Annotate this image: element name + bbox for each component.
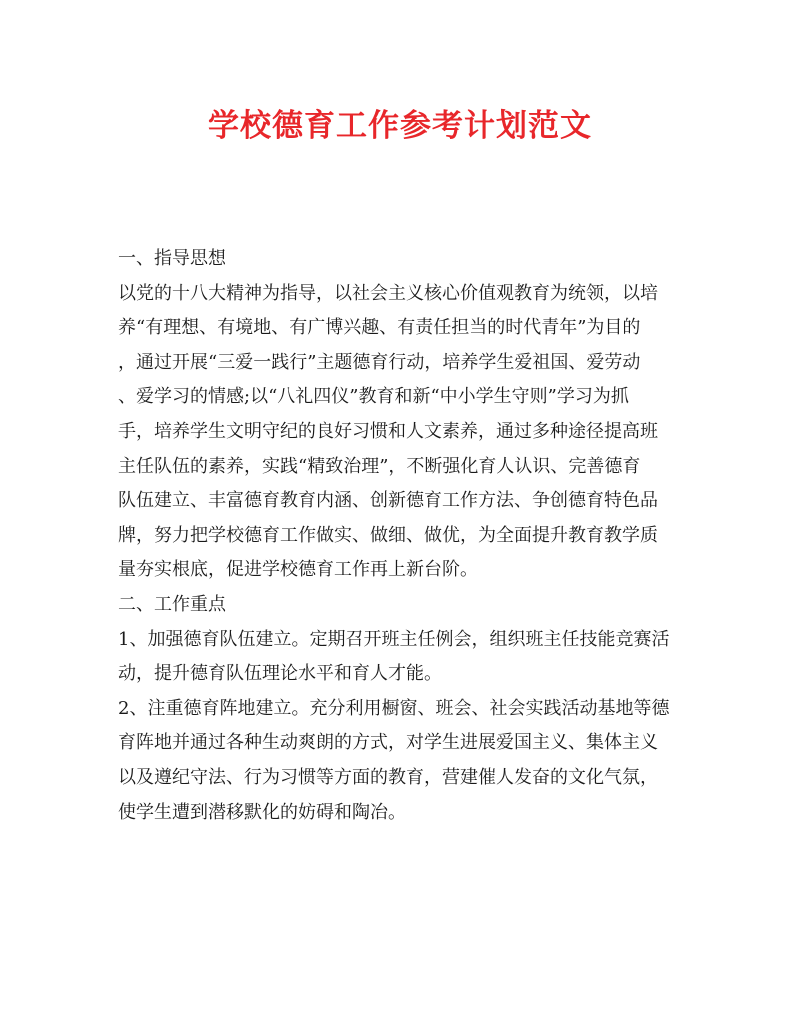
body-line: 以党的十八大精神为指导，以社会主义核心价值观教育为统领，以培 [118,282,658,304]
body-line: 牌，努力把学校德育工作做实、做细、做优，为全面提升教育教学质 [118,524,658,546]
body-line: 主任队伍的素养，实践“精致治理”，不断强化育人认识、完善德育 [118,455,641,477]
body-line: 量夯实根底，促进学校德育工作再上新台阶。 [118,559,478,581]
body-line: 以及遵纪守法、行为习惯等方面的教育，营建催人发奋的文化气氛， [118,766,658,788]
body-line: 动，提升德育队伍理论水平和育人才能。 [118,663,442,685]
body-line: 育阵地并通过各种生动爽朗的方式，对学生进展爱国主义、集体主义 [118,732,658,754]
body-line: 队伍建立、丰富德育教育内涵、创新德育工作方法、争创德育特色品 [118,490,658,512]
body-line: 养“有理想、有境地、有广博兴趣、有责任担当的时代青年”为目的 [118,317,641,339]
body-line: 手，培养学生文明守纪的良好习惯和人文素养，通过多种途径提高班 [118,420,658,442]
body-line: 、爱学习的情感;以“八礼四仪”教育和新“中小学生守则”学习为抓 [118,386,629,408]
body-line: ，通过开展“三爱一践行”主题德育行动，培养学生爱祖国、爱劳动 [118,351,641,373]
document-body [118,242,684,830]
body-line: 2、注重德育阵地建立。充分利用橱窗、班会、社会实践活动基地等德 [118,697,670,719]
body-line: 1、加强德育队伍建立。定期召开班主任例会，组织班主任技能竞赛活 [118,628,670,650]
body-line: 使学生遭到潜移默化的妨碍和陶冶。 [118,801,406,823]
section-heading-work-focus: 二、工作重点 [118,593,226,615]
section-heading-guiding-thought: 一、指导思想 [118,248,226,269]
document-title: 学校德育工作参考计划范文 [208,108,592,144]
